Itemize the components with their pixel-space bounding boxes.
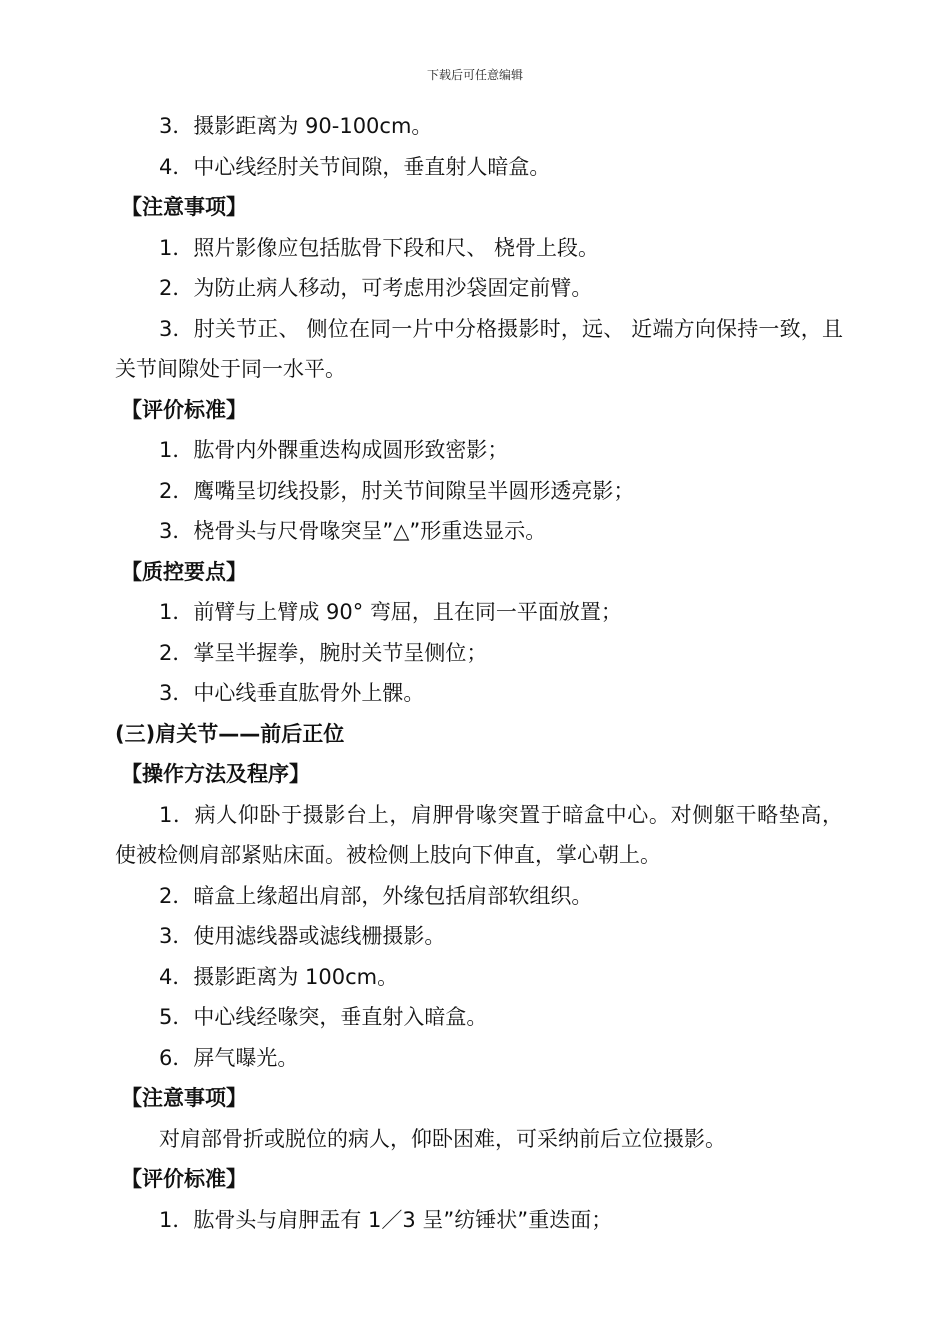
list-item: 2．为防止病人移动，可考虑用沙袋固定前臂。 (159, 276, 593, 300)
paragraph: 3．肘关节正、 侧位在同一片中分格摄影时，远、 近端方向保持一致，且关节间隙处于同一水平。 (115, 316, 843, 381)
section-heading: 【评价标准】 (121, 397, 247, 422)
subsection-title: (三)肩关节——前后正位 (115, 721, 345, 746)
list-item: 2．掌呈半握拳，腕肘关节呈侧位； (159, 640, 488, 665)
list-item: 4．中心线经肘关节间隙，垂直射人暗盒。 (159, 154, 551, 179)
section-heading: 【注意事项】 (121, 195, 247, 219)
list-item: 1．肱骨内外髁重迭构成圆形致密影； (159, 438, 509, 462)
list-item: 对肩部骨折或脱位的病人，仰卧困难，可采纳前后立位摄影。 (159, 1126, 726, 1151)
list-item: 1．照片影像应包括肱骨下段和尺、 桡骨上段。 (159, 235, 600, 260)
document-body (115, 106, 843, 1240)
page-header: 下载后可任意编辑 (426, 68, 523, 82)
section-heading: 【质控要点】 (121, 559, 247, 584)
paragraph: 1．病人仰卧于摄影台上，肩胛骨喙突置于暗盒中心。对侧躯干略垫高，使被检侧肩部紧贴床面。被检侧上肢向下伸直，掌心朝上。 (115, 802, 843, 867)
list-item: 5．中心线经喙突，垂直射入暗盒。 (159, 1005, 488, 1029)
list-item: 3．摄影距离为 90-100cm。 (159, 114, 433, 138)
section-heading: 【注意事项】 (121, 1086, 247, 1110)
list-item: 6．屏气曝光。 (159, 1045, 299, 1070)
list-item: 4．摄影距离为 100cm。 (159, 964, 399, 989)
list-item: 3．使用滤线器或滤线栅摄影。 (159, 924, 446, 948)
section-heading: 【评价标准】 (121, 1167, 247, 1191)
section-heading: 【操作方法及程序】 (121, 762, 310, 786)
list-item: 3．中心线垂直肱骨外上髁。 (159, 681, 425, 705)
list-item: 2．鹰嘴呈切线投影，肘关节间隙呈半圆形透亮影； (159, 478, 635, 503)
list-item: 1．前臂与上臂成 90° 弯屈，且在同一平面放置； (159, 600, 622, 624)
list-item: 3．桡骨头与尺骨喙突呈”△”形重迭显示。 (159, 519, 547, 543)
list-item: 1．肱骨头与肩胛盂有 1／3 呈”纺锤状”重迭面； (159, 1207, 613, 1232)
list-item: 2．暗盒上缘超出肩部，外缘包括肩部软组织。 (159, 883, 593, 908)
